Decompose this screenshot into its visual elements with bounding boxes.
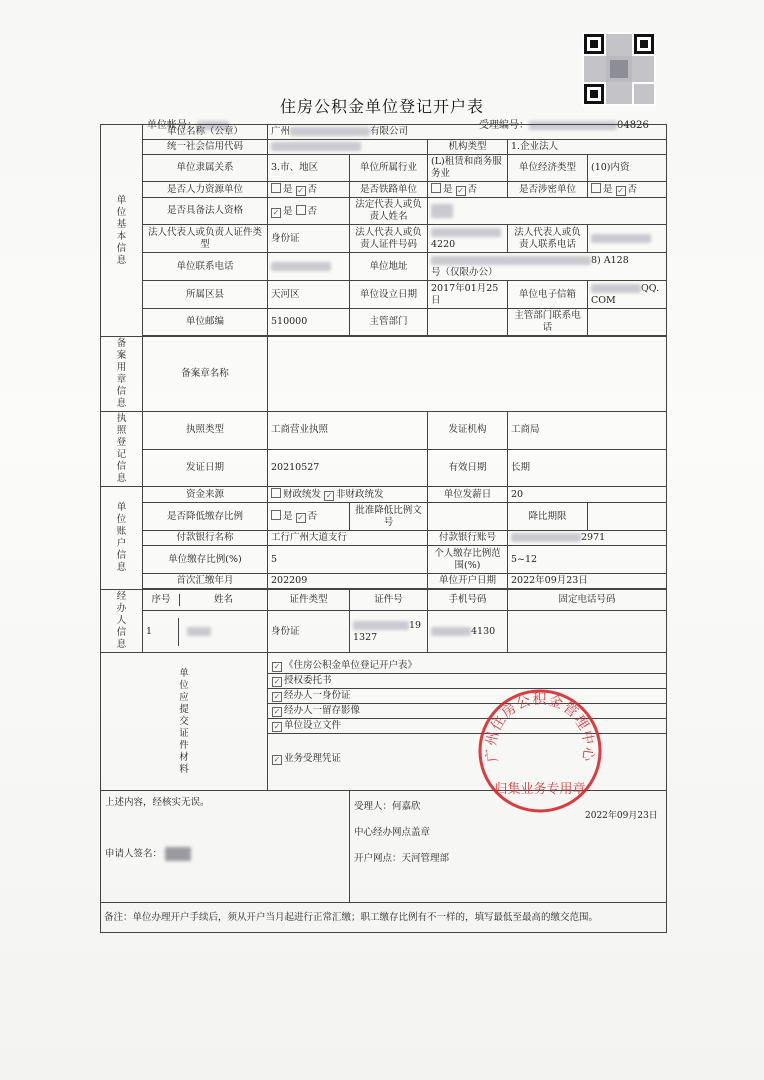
- license-authority-value: 工商局: [508, 412, 667, 450]
- reduce-period-value: [588, 503, 667, 531]
- reduce-ratio-options[interactable]: 是 ✓ 否: [268, 503, 350, 531]
- section-materials: 单 位 应 提 交 证 件 材 料: [101, 653, 268, 791]
- email-value: QQ. COM: [588, 281, 667, 309]
- checkbox-checked-icon: ✓: [297, 186, 304, 195]
- checkbox-checked-icon: ✓: [273, 692, 281, 701]
- id-no-label: 法人代表人或负责人证件号码: [350, 225, 428, 253]
- approval-no-value: [428, 503, 508, 531]
- legal-qual-options[interactable]: ✓ 是 否: [268, 198, 350, 225]
- reduce-ratio-label: 是否降低缴存比例: [143, 503, 268, 531]
- agent-col-mobile: 手机号码: [428, 590, 508, 611]
- stamp-date: 2022年09月23日: [585, 811, 658, 821]
- approval-no-label: 批准降低比例文号: [350, 503, 428, 531]
- account-number: 单位帐号：: [147, 116, 229, 131]
- railway-unit-options[interactable]: 是 ✓ 否: [428, 182, 508, 198]
- receiver-name: 受理人：何嘉欣: [354, 801, 421, 812]
- district-value: 天河区: [268, 281, 350, 309]
- applicant-signature: 申请人签名：: [105, 847, 345, 861]
- first-month-value: 202209: [268, 574, 428, 589]
- email-label: 单位电子信箱: [508, 281, 588, 309]
- agent-row-cell: [143, 611, 268, 653]
- dept-label: 主管部门: [350, 309, 428, 336]
- open-date-label: 单位开户日期: [428, 574, 508, 589]
- checkbox-icon: [271, 510, 281, 520]
- checkbox-icon: [431, 183, 441, 193]
- materials-list: [268, 653, 667, 791]
- agent-col-idno: 证件号: [350, 590, 428, 611]
- branch-label: 开户网点：天河管理部: [354, 853, 450, 864]
- econ-type-value: (10)内资: [588, 155, 667, 182]
- unit-name-label: 单位名称（公章）: [143, 125, 268, 140]
- unit-ratio-label: 单位缴存比例(%): [143, 546, 268, 574]
- agent-row-idno: 19 1327: [350, 611, 428, 653]
- checkbox-icon: [271, 183, 281, 193]
- unit-name-value: 广州 有限公司: [268, 125, 667, 140]
- validity-label: 有效日期: [428, 449, 508, 487]
- material-item[interactable]: ✓ 单位设立文件: [268, 719, 666, 734]
- checkbox-icon: [271, 488, 281, 498]
- form-title: 住房公积金单位登记开户表: [279, 97, 484, 116]
- org-type-label: 机构类型: [428, 140, 508, 155]
- center-stamp-label: 中心经办网点盖章: [354, 827, 431, 838]
- legal-name-label: 法定代表人或负责人姓名: [350, 198, 428, 225]
- credit-code-value: [268, 140, 428, 155]
- checkbox-icon: [296, 205, 306, 215]
- legal-phone-value: [588, 225, 667, 253]
- remarks-note: 备注：单位办理开户手续后，须从开户当月起进行正常汇缴；职工缴存比例有不一样的，填写最低至最高的缴交范围。: [101, 903, 667, 933]
- license-authority-label: 发证机构: [428, 412, 508, 450]
- checkbox-checked-icon: ✓: [617, 186, 624, 195]
- hr-unit-options[interactable]: 是 ✓ 否: [268, 182, 350, 198]
- fund-source-options[interactable]: 财政统发 ✓ 非财政统发: [268, 487, 428, 503]
- secret-unit-label: 是否涉密单位: [508, 182, 588, 198]
- address-value: 8) A128 号（仅限办公）: [428, 253, 667, 281]
- id-type-value: 身份证: [268, 225, 350, 253]
- seal-name-value: [268, 337, 667, 412]
- confirm-statement: 上述内容，经核实无误。: [105, 797, 210, 808]
- section-basic-info: 单 位 基 本 信 息: [101, 125, 143, 337]
- hr-unit-label: 是否人力资源单位: [143, 182, 268, 198]
- license-type-label: 执照类型: [143, 412, 268, 450]
- material-item[interactable]: ✓ 经办人一身份证: [268, 689, 666, 704]
- material-item[interactable]: ✓ 业务受理凭证: [273, 753, 342, 764]
- founded-label: 单位设立日期: [350, 281, 428, 309]
- id-type-label: 法人代表人或负责人证件类型: [143, 225, 268, 253]
- postcode-value: 510000: [268, 309, 350, 336]
- subordinate-label: 单位隶属关系: [143, 155, 268, 182]
- checkbox-checked-icon: ✓: [273, 707, 281, 716]
- first-month-label: 首次汇缴年月: [143, 574, 268, 589]
- legal-qual-label: 是否具备法人资格: [143, 198, 268, 225]
- postcode-label: 单位邮编: [143, 309, 268, 336]
- dept-value: [428, 309, 508, 336]
- personal-ratio-label: 个人缴存比例范围(%): [428, 546, 508, 574]
- section-seal-info: 备 案 用 章 信 息: [101, 337, 143, 412]
- checkbox-checked-icon: ✓: [273, 677, 281, 686]
- industry-label: 单位所属行业: [350, 155, 428, 182]
- applicant-confirm: [101, 791, 350, 903]
- unit-ratio-value: 5: [268, 546, 428, 574]
- checkbox-checked-icon: ✓: [273, 662, 281, 671]
- bank-name-label: 付款银行名称: [143, 531, 268, 546]
- payday-label: 单位发薪日: [428, 487, 508, 503]
- agent-row-no: 1: [143, 618, 179, 646]
- seal-name-label: 备案章名称: [143, 337, 268, 412]
- secret-unit-options[interactable]: 是 ✓ 否: [588, 182, 667, 198]
- agent-col-no: 序号: [143, 594, 180, 606]
- checkbox-checked-icon: ✓: [325, 491, 333, 500]
- bank-name-value: 工行广州大道支行: [268, 531, 428, 546]
- material-item[interactable]: ✓ 《住房公积金单位登记开户表》: [268, 659, 666, 674]
- checkbox-checked-icon: ✓: [272, 207, 280, 217]
- agent-header-cell: [143, 590, 268, 611]
- credit-code-label: 统一社会信用代码: [143, 140, 268, 155]
- bank-account-label: 付款银行账号: [428, 531, 508, 546]
- contact-phone-label: 单位联系电话: [143, 253, 268, 281]
- open-date-value: 2022年09月23日: [508, 574, 667, 589]
- checkbox-checked-icon: ✓: [457, 186, 464, 195]
- section-license-info: 执 照 登 记 信 息: [101, 412, 143, 487]
- contact-phone-value: [268, 253, 350, 281]
- license-type-value: 工商营业执照: [268, 412, 428, 450]
- official-stamp: [476, 687, 604, 815]
- agent-col-tel: 固定电话号码: [508, 590, 667, 611]
- agent-row-idtype: 身份证: [268, 611, 350, 653]
- payday-value: 20: [508, 487, 667, 503]
- issue-date-value: 20210527: [268, 449, 428, 487]
- reduce-period-label: 降比期限: [508, 503, 588, 531]
- agent-col-name: 姓名: [213, 594, 233, 606]
- material-item[interactable]: ✓ 经办人一留存影像: [268, 704, 666, 719]
- subordinate-value: 3.市、地区: [268, 155, 350, 182]
- material-item[interactable]: ✓ 授权委托书: [268, 674, 666, 689]
- bank-account-value: 2971: [508, 531, 667, 546]
- section-account-info: 单 位 账 户 信 息: [101, 487, 143, 590]
- agent-row-mobile: 4130: [428, 611, 508, 653]
- address-label: 单位地址: [350, 253, 428, 281]
- agent-row-tel: [508, 611, 667, 653]
- id-no-value: 4220: [428, 225, 508, 253]
- district-label: 所属区县: [143, 281, 268, 309]
- checkbox-checked-icon: ✓: [273, 755, 281, 764]
- personal-ratio-value: 5~12: [508, 546, 667, 574]
- dept-phone-label: 主管部门联系电话: [508, 309, 588, 336]
- agent-col-idtype: 证件类型: [268, 590, 350, 611]
- legal-name-value: [428, 198, 667, 225]
- checkbox-checked-icon: ✓: [273, 722, 281, 731]
- validity-value: 长期: [508, 449, 667, 487]
- agent-row-name: [179, 626, 267, 638]
- issue-date-label: 发证日期: [143, 449, 268, 487]
- svg-text:归集业务专用章: 归集业务专用章: [494, 782, 586, 797]
- checkbox-icon: [591, 183, 601, 193]
- org-type-value: 1.企业法人: [508, 140, 667, 155]
- railway-unit-label: 是否铁路单位: [350, 182, 428, 198]
- legal-phone-label: 法人代表人或负责人联系电话: [508, 225, 588, 253]
- checkbox-checked-icon: ✓: [297, 513, 304, 522]
- industry-value: (L)租赁和商务服务业: [428, 155, 508, 182]
- founded-value: 2017年01月25日: [428, 281, 508, 309]
- section-agent-info: 经 办 人 信 息: [101, 590, 143, 653]
- econ-type-label: 单位经济类型: [508, 155, 588, 182]
- receipt-number: 受理编号： 04826: [479, 120, 649, 131]
- dept-phone-value: [588, 309, 667, 336]
- svg-text:广州住房公积金管理中心: 广州住房公积金管理中心: [483, 691, 597, 764]
- fund-source-label: 资金来源: [143, 487, 268, 503]
